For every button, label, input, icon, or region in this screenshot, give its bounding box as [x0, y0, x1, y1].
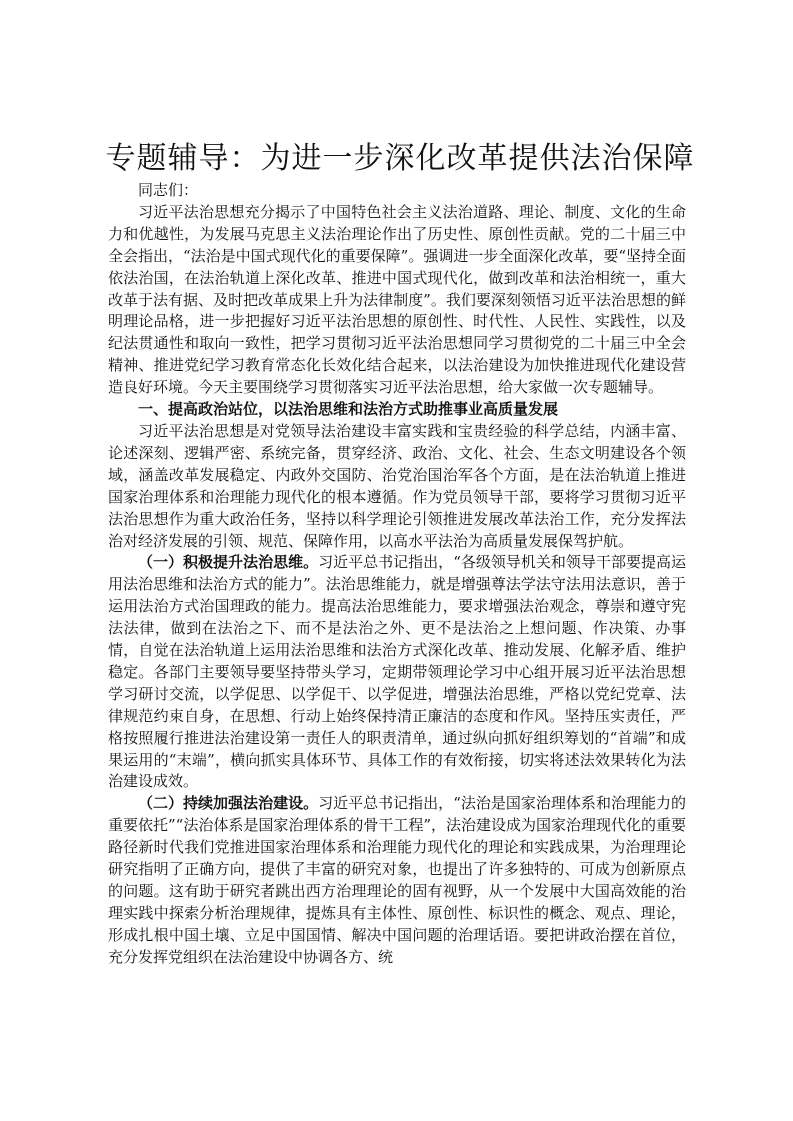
subsection-heading-1: （一）积极提升法治思维。 — [138, 553, 319, 572]
section-heading-1: 一、提高政治站位，以法治思维和法治方式助推事业高质量发展 — [138, 400, 559, 419]
subsection-1-text: 习近平总书记指出，“各级领导机关和领导干部要提高运用法治思维和法治方式的能力”。法治思维能力，就是增强尊法学法守法用法意识，善于运用法治方式治国理政的能力。提高法治思维能力，要求增强法治观念，尊崇和遵守宪法法律，做到在法治之下、而不是法治之外、更不是法治之上想问题、作决策、办事情，自觉在法治轨道上运用法治思维和法治方式深化改革、推动发展、化解矛盾、维护稳定。各部门主要领导要坚持带头学习，定期带领理论学习中心组开展习近平法治思想学习研讨交流，以学促思、以学促干、以学促进，增强法治思维，严格以党纪党章、法律规范约束自身，在思想、行动上始终保持清正廉洁的态度和作风。坚持压实责任，严格按照履行推进法治建设第一责任人的职责清单，通过纵向抓好组织筹划的“首端”和成果运用的“末端”，横向抓实具体环节、具体工作的有效衔接，切实将述法效果转化为法治建设成效。 — [108, 553, 686, 791]
subsection-1-paragraph — [108, 552, 686, 793]
page-title: 专题辅导：为进一步深化改革提供法治保障 — [105, 141, 695, 176]
subsection-2-paragraph — [108, 793, 686, 968]
section-1-paragraph: 习近平法治思想是对党领导法治建设丰富实践和宝贵经验的科学总结，内涵丰富、论述深刻、逻辑严密、系统完备，贯穿经济、政治、文化、社会、生态文明建设各个领域，涵盖改革发展稳定、内政外交国防、治党治国治军各个方面，是在法治轨道上推进国家治理体系和治理能力现代化的根本遵循。作为党员领导干部，要将学习贯彻习近平法治思想作为重大政治任务，坚持以科学理论引领推进发展改革法治工作，充分发挥法治对经济发展的引领、规范、保障作用，以高水平法治为高质量发展保驾护航。 — [108, 421, 686, 550]
salutation: 同志们： — [138, 181, 199, 199]
intro-paragraph: 习近平法治思想充分揭示了中国特色社会主义法治道路、理论、制度、文化的生命力和优越性，为发展马克思主义法治理论作出了历史性、原创性贡献。党的二十届三中全会指出，“法治是中国式现代化的重要保障”。强调进一步全面深化改革，要“坚持全面依法治国，在法治轨道上深化改革、推进中国式现代化，做到改革和法治相统一，重大改革于法有据、及时把改革成果上升为法律制度”。我们要深刻领悟习近平法治思想的鲜明理论品格，进一步把握好习近平法治思想的原创性、时代性、人民性、实践性，以及纪法贯通性和取向一致性，把学习贯彻习近平法治思想同学习贯彻党的二十届三中全会精神、推进党纪学习教育常态化长效化结合起来，以法治建设为加快推进现代化建设营造良好环境。今天主要围绕学习贯彻落实习近平法治思想，给大家做一次专题辅导。 — [108, 202, 687, 397]
subsection-2-text: 习近平总书记指出，“法治是国家治理体系和治理能力的重要依托”“法治体系是国家治理体系的骨干工程”，法治建设成为国家治理现代化的重要路径新时代我们党推进国家治理体系和治理能力现代化的理论和实践成果，为治理理论研究指明了正确方向，提供了丰富的研究对象，也提出了许多独特的、可成为创新原点的问题。这有助于研究者跳出西方治理理论的固有视野，从一个发展中大国高效能的治理实践中探索分析治理规律，提炼具有主体性、原创性、标识性的概念、观点、理论，形成扎根中国土壤、立足中国国情、解决中国问题的治理话语。要把讲政治摆在首位，充分发挥党组织在法治建设中协调各方、统 — [108, 794, 687, 966]
subsection-heading-2: （二）持续加强法治建设。 — [138, 794, 319, 813]
document-body — [108, 180, 686, 969]
